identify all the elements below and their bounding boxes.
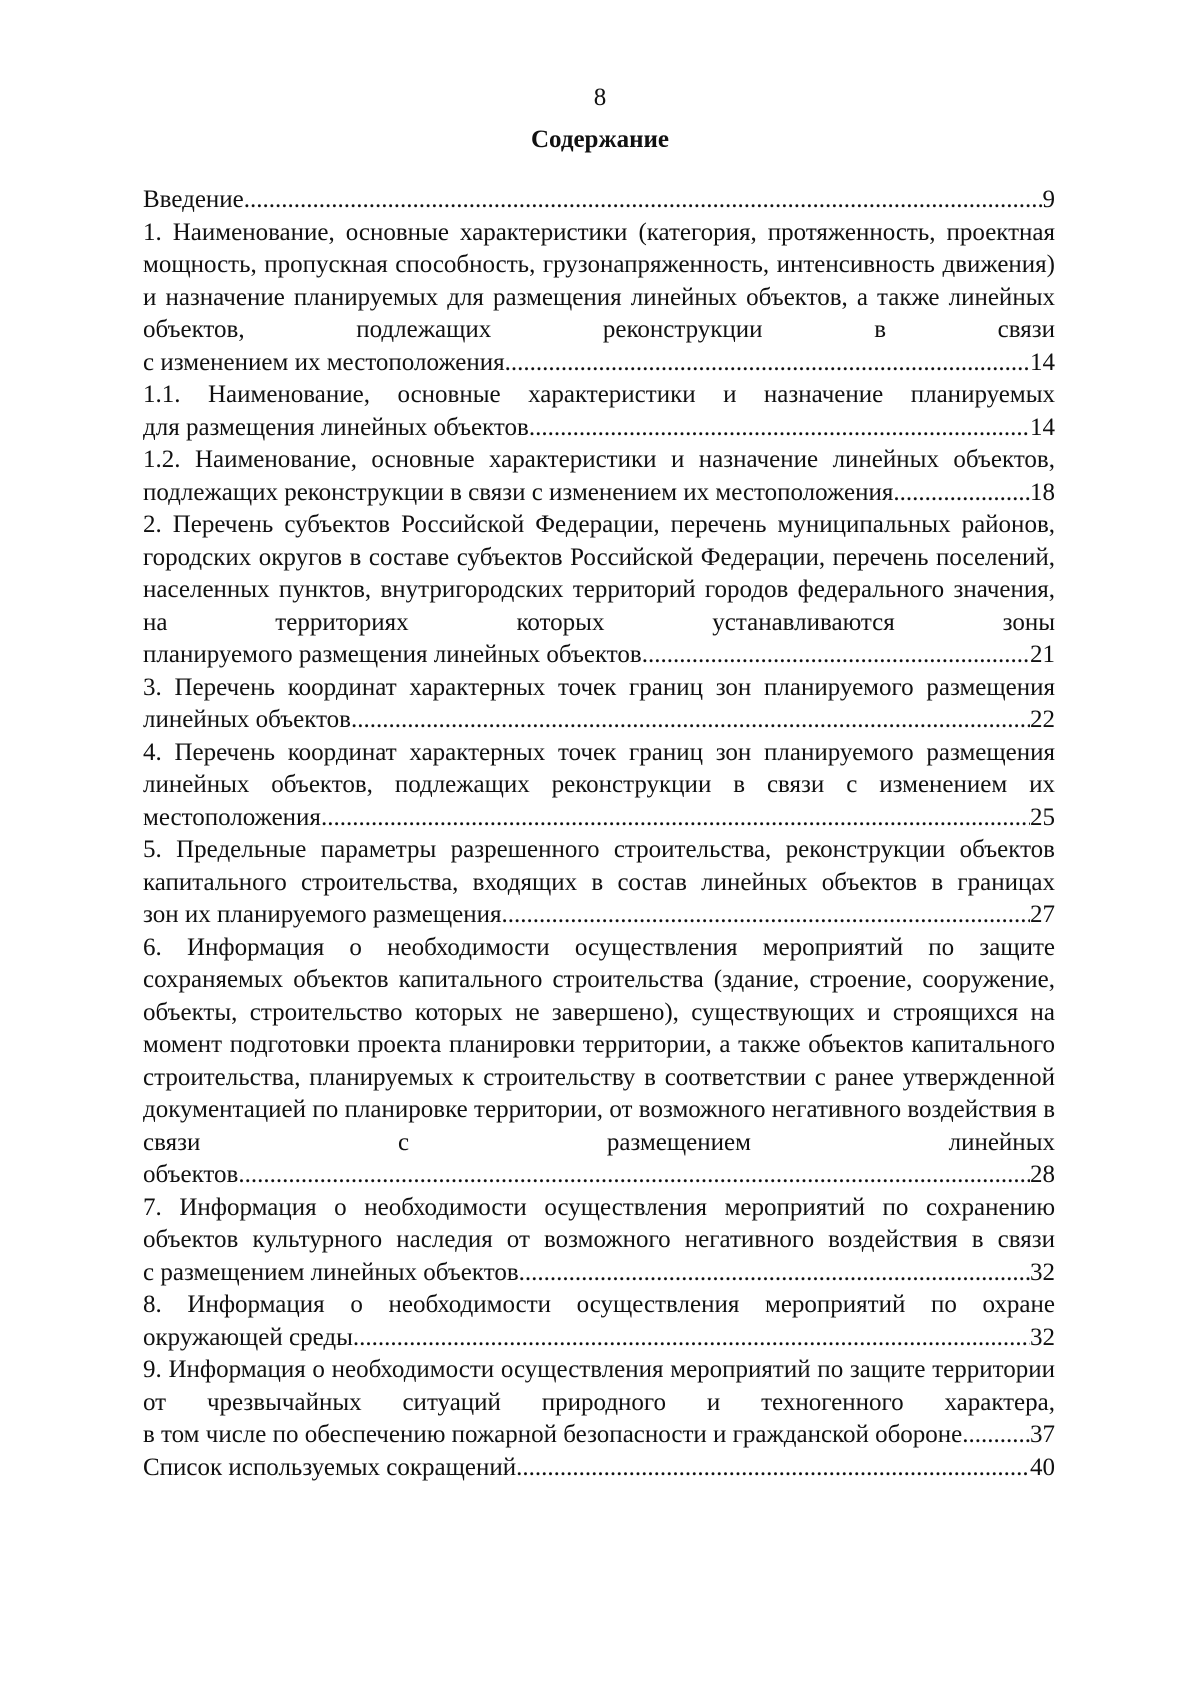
- dot-leader: [516, 1452, 1030, 1485]
- toc-entry-last-line: [143, 1257, 1055, 1290]
- table-of-contents: [143, 184, 1055, 1484]
- dot-leader: [505, 347, 1030, 380]
- toc-entry-title: в том числе по обеспечению пожарной безопасности и гражданской обороне: [143, 1421, 963, 1448]
- toc-entry-title: местоположения: [143, 803, 321, 831]
- toc-entry-text: 2. Перечень субъектов Российской Федерации, перечень муниципальных районов, городских округов в составе субъектов Российской Федерации, перечень поселений, населенных пунктов, внутригородских территорий городов федерального значения, на территориях которых устанавливаются зоны: [143, 511, 1055, 636]
- toc-entry: [143, 444, 1055, 509]
- toc-page-number: 40: [1030, 1453, 1055, 1481]
- toc-entry-last-line: [143, 1159, 1055, 1192]
- toc-entry-title: зон их планируемого размещения: [143, 901, 502, 928]
- toc-entry-title: окружающей среды: [143, 1323, 353, 1351]
- dot-leader: [642, 639, 1030, 672]
- toc-entry-text: 4. Перечень координат характерных точек границ зон планируемого размещения линейных объектов, подлежащих реконструкции в связи с изменением их: [143, 738, 1055, 798]
- toc-entry: [143, 1192, 1055, 1290]
- toc-entry-text: 3. Перечень координат характерных точек границ зон планируемого размещения: [143, 673, 1055, 701]
- toc-entry: [143, 217, 1055, 380]
- toc-entry-last-line: [143, 477, 1055, 510]
- toc-entry-title: планируемого размещения линейных объектов: [143, 641, 642, 668]
- toc-entry-title: линейных объектов: [143, 706, 351, 733]
- toc-entry-last-line: [143, 639, 1055, 672]
- toc-page-number: 22: [1030, 706, 1055, 733]
- toc-entry-text: 8. Информация о необходимости осуществления мероприятий по охране: [143, 1291, 1055, 1318]
- toc-page-number: 37: [1030, 1421, 1055, 1448]
- toc-page-number: 28: [1030, 1161, 1055, 1188]
- toc-entry: [143, 834, 1055, 932]
- dot-leader: [321, 802, 1030, 835]
- dot-leader: [244, 184, 1043, 217]
- toc-entry-text: 9. Информация о необходимости осуществления мероприятий по защите территории от чрезвычайных ситуаций природного и техногенного характера,: [143, 1356, 1055, 1416]
- toc-page-number: 18: [1030, 478, 1055, 506]
- toc-page-number: 21: [1030, 641, 1055, 668]
- toc-entry: [143, 1354, 1055, 1452]
- dot-leader: [893, 477, 1030, 510]
- toc-entry-last-line: [143, 347, 1055, 380]
- toc-page-number: 25: [1030, 803, 1055, 831]
- toc-entry-last-line: [143, 899, 1055, 932]
- toc-page-number: 14: [1030, 413, 1055, 441]
- toc-entry: [143, 932, 1055, 1192]
- dot-leader: [238, 1159, 1030, 1192]
- toc-entry-last-line: [143, 184, 1055, 217]
- dot-leader: [351, 704, 1030, 737]
- toc-entry-text: 6. Информация о необходимости осуществления мероприятий по защите сохраняемых объектов капитального строительства (здание, строение, сооружение, объекты, строительство которых не завершено), существующих и строящихся на момент подготовки проекта планировки территории, а также объектов капитального строительства, планируемых к строительству в соответствии с ранее утвержденной документацией по планировке территории, от возможного негативного воздействия в связи с размещением линейных: [143, 933, 1055, 1156]
- toc-entry-title: Список используемых сокращений: [143, 1453, 517, 1481]
- toc-entry-title: для размещения линейных объектов: [143, 413, 529, 441]
- toc-entry-text: 5. Предельные параметры разрешенного строительства, реконструкции объектов капитального строительства, входящих в состав линейных объектов в границах: [143, 836, 1055, 896]
- dot-leader: [519, 1257, 1030, 1290]
- dot-leader: [353, 1322, 1030, 1355]
- toc-page-number: 9: [1042, 186, 1055, 213]
- toc-entry: [143, 737, 1055, 835]
- toc-entry-title: Введение: [143, 186, 244, 213]
- toc-title: Содержание: [530, 126, 669, 153]
- toc-entry: [143, 1452, 1055, 1485]
- toc-entry-last-line: [143, 1322, 1055, 1355]
- dot-leader: [529, 412, 1030, 445]
- toc-entry-last-line: [143, 412, 1055, 445]
- toc-entry-title: с изменением их местоположения: [143, 348, 505, 376]
- toc-entry-last-line: [143, 704, 1055, 737]
- toc-entry: [143, 672, 1055, 737]
- toc-entry-title: объектов: [143, 1161, 239, 1188]
- toc-entry-text: 1.1. Наименование, основные характеристики и назначение планируемых: [143, 381, 1055, 408]
- dot-leader: [962, 1419, 1030, 1452]
- toc-page-number: 32: [1030, 1258, 1055, 1286]
- toc-entry: [143, 379, 1055, 444]
- toc-entry: [143, 509, 1055, 672]
- toc-entry: [143, 184, 1055, 217]
- toc-entry-text: 1.2. Наименование, основные характеристики и назначение линейных объектов,: [143, 446, 1055, 473]
- toc-page-number: 27: [1030, 901, 1055, 928]
- toc-entry-text: 1. Наименование, основные характеристики (категория, протяженность, проектная мощность, пропускная способность, грузонапряженность, интенсивность движения) и назначение планируемых для размещения линейных объектов, а также линейных объектов, подлежащих реконструкции в связи: [143, 218, 1055, 343]
- toc-entry-last-line: [143, 802, 1055, 835]
- toc-entry-last-line: [143, 1419, 1055, 1452]
- toc-page-number: 32: [1030, 1323, 1055, 1351]
- toc-page-number: 14: [1030, 348, 1055, 376]
- toc-entry-title: с размещением линейных объектов: [143, 1258, 519, 1286]
- toc-entry-last-line: [143, 1452, 1055, 1485]
- page-number: 8: [593, 84, 607, 111]
- toc-entry-title: подлежащих реконструкции в связи с изменением их местоположения: [143, 478, 894, 506]
- toc-entry-text: 7. Информация о необходимости осуществления мероприятий по сохранению объектов культурного наследия от возможного негативного воздействия в связи: [143, 1193, 1055, 1253]
- dot-leader: [501, 899, 1030, 932]
- toc-entry: [143, 1289, 1055, 1354]
